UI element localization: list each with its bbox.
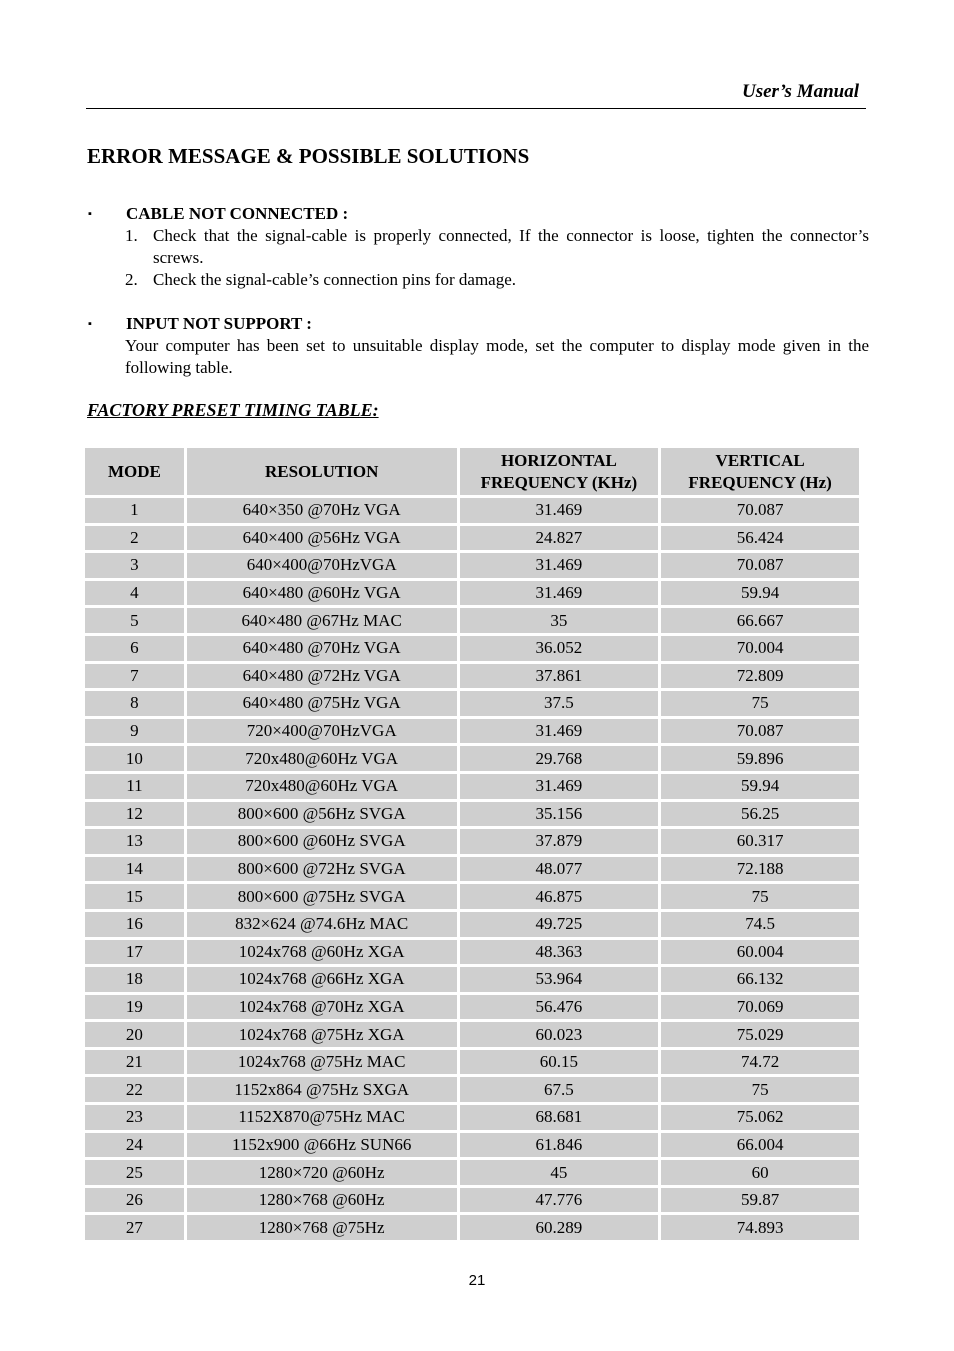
cell-resolution: 800×600 @72Hz SVGA [187, 857, 457, 882]
cell-resolution: 720x480@60Hz VGA [187, 746, 457, 771]
cell-resolution: 1152x900 @66Hz SUN66 [187, 1133, 457, 1158]
cell-vertical-frequency: 74.72 [661, 1050, 859, 1075]
table-row [85, 1188, 859, 1213]
cell-resolution: 640×350 @70Hz VGA [187, 498, 457, 523]
cell-vertical-frequency: 59.94 [661, 774, 859, 799]
table-row [85, 884, 859, 909]
cell-resolution: 800×600 @60Hz SVGA [187, 829, 457, 854]
cell-resolution: 640×480 @75Hz VGA [187, 691, 457, 716]
cell-vertical-frequency: 56.25 [661, 802, 859, 827]
cell-horizontal-frequency: 24.827 [460, 526, 659, 551]
cell-mode: 10 [85, 746, 184, 771]
cell-horizontal-frequency: 36.052 [460, 636, 659, 661]
cell-vertical-frequency: 74.5 [661, 912, 859, 937]
input-heading-row [87, 313, 869, 335]
table-row [85, 802, 859, 827]
list-item-text: Check that the signal-cable is properly connected, If the connector is loose, tighten the connector’s screws. [153, 226, 869, 267]
cell-vertical-frequency: 59.87 [661, 1188, 859, 1213]
cell-horizontal-frequency: 37.879 [460, 829, 659, 854]
cable-not-connected-section [87, 203, 869, 291]
table-row [85, 995, 859, 1020]
cell-horizontal-frequency: 31.469 [460, 719, 659, 744]
cell-mode: 1 [85, 498, 184, 523]
cell-resolution: 640×400 @56Hz VGA [187, 526, 457, 551]
cable-heading-row [87, 203, 869, 225]
cell-mode: 16 [85, 912, 184, 937]
cell-horizontal-frequency: 47.776 [460, 1188, 659, 1213]
cell-vertical-frequency: 72.188 [661, 857, 859, 882]
cell-mode: 20 [85, 1022, 184, 1047]
cell-resolution: 1280×768 @60Hz [187, 1188, 457, 1213]
cell-vertical-frequency: 66.132 [661, 967, 859, 992]
cell-horizontal-frequency: 37.861 [460, 664, 659, 689]
cell-vertical-frequency: 66.667 [661, 608, 859, 633]
cell-resolution: 1024x768 @60Hz XGA [187, 940, 457, 965]
cell-mode: 7 [85, 664, 184, 689]
bullet-icon: ▪ [88, 318, 92, 330]
table-title: FACTORY PRESET TIMING TABLE: [87, 400, 379, 420]
table-row [85, 719, 859, 744]
page-number: 21 [468, 1272, 486, 1289]
cell-mode: 27 [85, 1215, 184, 1240]
cell-vertical-frequency: 70.069 [661, 995, 859, 1020]
cell-mode: 3 [85, 553, 184, 578]
table-row [85, 829, 859, 854]
cell-vertical-frequency: 70.087 [661, 719, 859, 744]
cell-vertical-frequency: 60 [661, 1160, 859, 1185]
input-heading: INPUT NOT SUPPORT : [126, 314, 312, 333]
cell-horizontal-frequency: 60.15 [460, 1050, 659, 1075]
bullet-icon: ▪ [88, 208, 92, 220]
cell-resolution: 800×600 @56Hz SVGA [187, 802, 457, 827]
cell-mode: 17 [85, 940, 184, 965]
cell-vertical-frequency: 66.004 [661, 1133, 859, 1158]
table-row [85, 1133, 859, 1158]
cell-horizontal-frequency: 49.725 [460, 912, 659, 937]
cell-resolution: 640×480 @60Hz VGA [187, 581, 457, 606]
cell-resolution: 1024x768 @66Hz XGA [187, 967, 457, 992]
table-row [85, 1215, 859, 1240]
table-row [85, 498, 859, 523]
cell-mode: 14 [85, 857, 184, 882]
cell-mode: 26 [85, 1188, 184, 1213]
cell-vertical-frequency: 75.062 [661, 1105, 859, 1130]
cell-mode: 5 [85, 608, 184, 633]
cell-vertical-frequency: 56.424 [661, 526, 859, 551]
table-body [85, 498, 859, 1240]
table-row [85, 940, 859, 965]
table-row [85, 608, 859, 633]
list-item [125, 269, 869, 291]
cell-resolution: 640×480 @67Hz MAC [187, 608, 457, 633]
timing-table [82, 445, 862, 1243]
cell-mode: 21 [85, 1050, 184, 1075]
cell-horizontal-frequency: 31.469 [460, 774, 659, 799]
cell-horizontal-frequency: 46.875 [460, 884, 659, 909]
table-row [85, 1022, 859, 1047]
cell-vertical-frequency: 75 [661, 691, 859, 716]
cell-horizontal-frequency: 31.469 [460, 553, 659, 578]
cell-vertical-frequency: 75 [661, 884, 859, 909]
cell-resolution: 832×624 @74.6Hz MAC [187, 912, 457, 937]
header-resolution: RESOLUTION [187, 448, 457, 495]
input-description: Your computer has been set to unsuitable display mode, set the computer to display mode given in the following table. [125, 336, 869, 377]
cell-mode: 6 [85, 636, 184, 661]
header-vertical-frequency: VERTICAL FREQUENCY (Hz) [661, 448, 859, 495]
cell-mode: 15 [85, 884, 184, 909]
input-not-support-section [87, 313, 869, 379]
list-item-number: 1. [125, 226, 138, 245]
cell-resolution: 1152X870@75Hz MAC [187, 1105, 457, 1130]
cell-horizontal-frequency: 29.768 [460, 746, 659, 771]
cell-mode: 12 [85, 802, 184, 827]
cell-resolution: 1152x864 @75Hz SXGA [187, 1077, 457, 1102]
table-row [85, 691, 859, 716]
cell-resolution: 1024x768 @75Hz MAC [187, 1050, 457, 1075]
cell-resolution: 800×600 @75Hz SVGA [187, 884, 457, 909]
cell-horizontal-frequency: 67.5 [460, 1077, 659, 1102]
cell-horizontal-frequency: 60.289 [460, 1215, 659, 1240]
page-header [86, 80, 866, 109]
cell-horizontal-frequency: 48.363 [460, 940, 659, 965]
cell-mode: 22 [85, 1077, 184, 1102]
cell-vertical-frequency: 75.029 [661, 1022, 859, 1047]
cell-vertical-frequency: 70.087 [661, 553, 859, 578]
cell-vertical-frequency: 60.004 [661, 940, 859, 965]
cell-horizontal-frequency: 68.681 [460, 1105, 659, 1130]
cell-horizontal-frequency: 61.846 [460, 1133, 659, 1158]
cell-mode: 11 [85, 774, 184, 799]
cell-resolution: 1280×768 @75Hz [187, 1215, 457, 1240]
table-row [85, 1077, 859, 1102]
page-title: ERROR MESSAGE & POSSIBLE SOLUTIONS [87, 144, 530, 168]
cell-mode: 2 [85, 526, 184, 551]
table-row [85, 636, 859, 661]
table-row [85, 664, 859, 689]
cell-vertical-frequency: 60.317 [661, 829, 859, 854]
cell-mode: 19 [85, 995, 184, 1020]
table-header-row [85, 448, 859, 495]
cell-horizontal-frequency: 45 [460, 1160, 659, 1185]
cell-mode: 9 [85, 719, 184, 744]
cell-horizontal-frequency: 48.077 [460, 857, 659, 882]
table-row [85, 746, 859, 771]
cell-vertical-frequency: 70.004 [661, 636, 859, 661]
manual-label: User’s Manual [741, 81, 859, 102]
cell-mode: 8 [85, 691, 184, 716]
cell-mode: 18 [85, 967, 184, 992]
cell-horizontal-frequency: 53.964 [460, 967, 659, 992]
cell-resolution: 1024x768 @75Hz XGA [187, 1022, 457, 1047]
cell-horizontal-frequency: 60.023 [460, 1022, 659, 1047]
cell-mode: 24 [85, 1133, 184, 1158]
table-row [85, 553, 859, 578]
list-item-text: Check the signal-cable’s connection pins for damage. [153, 270, 517, 289]
table-row [85, 1050, 859, 1075]
table-row [85, 1160, 859, 1185]
list-item [125, 225, 869, 269]
cell-resolution: 1024x768 @70Hz XGA [187, 995, 457, 1020]
cell-vertical-frequency: 70.087 [661, 498, 859, 523]
cell-resolution: 720x480@60Hz VGA [187, 774, 457, 799]
cell-horizontal-frequency: 31.469 [460, 581, 659, 606]
cell-horizontal-frequency: 31.469 [460, 498, 659, 523]
cell-resolution: 640×480 @72Hz VGA [187, 664, 457, 689]
cell-mode: 25 [85, 1160, 184, 1185]
table-row [85, 857, 859, 882]
cell-mode: 23 [85, 1105, 184, 1130]
cell-resolution: 720×400@70HzVGA [187, 719, 457, 744]
cell-vertical-frequency: 74.893 [661, 1215, 859, 1240]
table-row [85, 967, 859, 992]
cell-horizontal-frequency: 35.156 [460, 802, 659, 827]
cell-horizontal-frequency: 37.5 [460, 691, 659, 716]
table-row [85, 912, 859, 937]
table-row [85, 581, 859, 606]
cell-horizontal-frequency: 35 [460, 608, 659, 633]
header-mode: MODE [85, 448, 184, 495]
cell-vertical-frequency: 59.896 [661, 746, 859, 771]
cell-mode: 13 [85, 829, 184, 854]
cell-resolution: 640×480 @70Hz VGA [187, 636, 457, 661]
cell-resolution: 1280×720 @60Hz [187, 1160, 457, 1185]
cell-mode: 4 [85, 581, 184, 606]
cell-vertical-frequency: 75 [661, 1077, 859, 1102]
table-row [85, 1105, 859, 1130]
table-row [85, 526, 859, 551]
cell-resolution: 640×400@70HzVGA [187, 553, 457, 578]
list-item-number: 2. [125, 270, 138, 289]
cell-vertical-frequency: 59.94 [661, 581, 859, 606]
table-row [85, 774, 859, 799]
header-horizontal-frequency: HORIZONTAL FREQUENCY (KHz) [460, 448, 659, 495]
cable-heading: CABLE NOT CONNECTED : [126, 204, 349, 223]
cell-vertical-frequency: 72.809 [661, 664, 859, 689]
cell-horizontal-frequency: 56.476 [460, 995, 659, 1020]
